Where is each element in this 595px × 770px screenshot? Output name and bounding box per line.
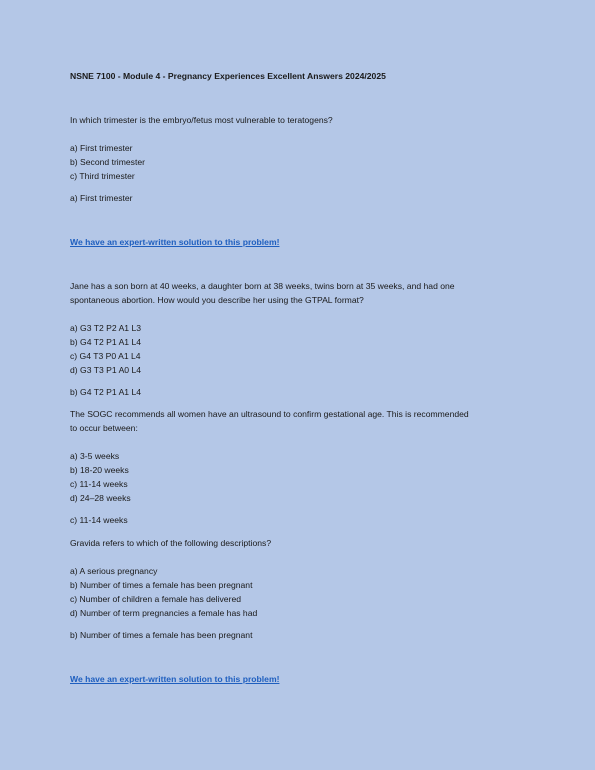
question-3-option-c: c) 11-14 weeks: [70, 479, 128, 489]
question-1-option-a: a) First trimester: [70, 143, 133, 153]
question-4-text: Gravida refers to which of the following descriptions?: [70, 538, 272, 548]
question-3-option-a: a) 3-5 weeks: [70, 451, 120, 461]
question-3-option-b: b) 18-20 weeks: [70, 465, 129, 475]
question-2-option-a: a) G3 T2 P2 A1 L3: [70, 323, 142, 333]
question-2-answer: b) G4 T2 P1 A1 L4: [70, 387, 142, 397]
question-3-text-line-2: to occur between:: [70, 423, 138, 433]
question-2-option-c: c) G4 T3 P0 A1 L4: [70, 351, 141, 361]
question-3-option-d: d) 24–28 weeks: [70, 493, 131, 503]
question-4-option-c: c) Number of children a female has delivered: [70, 594, 242, 604]
question-2-text-line-1: Jane has a son born at 40 weeks, a daughter born at 38 weeks, twins born at 35 weeks, and had one: [70, 281, 455, 291]
question-2-option-d: d) G3 T3 P1 A0 L4: [70, 365, 142, 375]
question-1-text: In which trimester is the embryo/fetus most vulnerable to teratogens?: [70, 115, 333, 125]
question-3-answer: c) 11-14 weeks: [70, 515, 128, 525]
document-title: NSNE 7100 - Module 4 - Pregnancy Experiences Excellent Answers 2024/2025: [70, 71, 386, 81]
question-4-option-d: d) Number of term pregnancies a female has had: [70, 608, 258, 618]
question-1-option-c: c) Third trimester: [70, 171, 135, 181]
expert-solution-link-1[interactable]: We have an expert-written solution to this problem!: [70, 237, 280, 247]
question-3-text-line-1: The SOGC recommends all women have an ultrasound to confirm gestational age. This is recommended: [70, 409, 469, 419]
question-1-option-b: b) Second trimester: [70, 157, 145, 167]
question-1-answer: a) First trimester: [70, 193, 133, 203]
expert-solution-link-2[interactable]: We have an expert-written solution to this problem!: [70, 674, 280, 684]
question-4-option-b: b) Number of times a female has been pregnant: [70, 580, 253, 590]
question-2-option-b: b) G4 T2 P1 A1 L4: [70, 337, 142, 347]
question-4-option-a: a) A serious pregnancy: [70, 566, 158, 576]
question-2-text-line-2: spontaneous abortion. How would you describe her using the GTPAL format?: [70, 295, 364, 305]
question-4-answer: b) Number of times a female has been pregnant: [70, 630, 253, 640]
